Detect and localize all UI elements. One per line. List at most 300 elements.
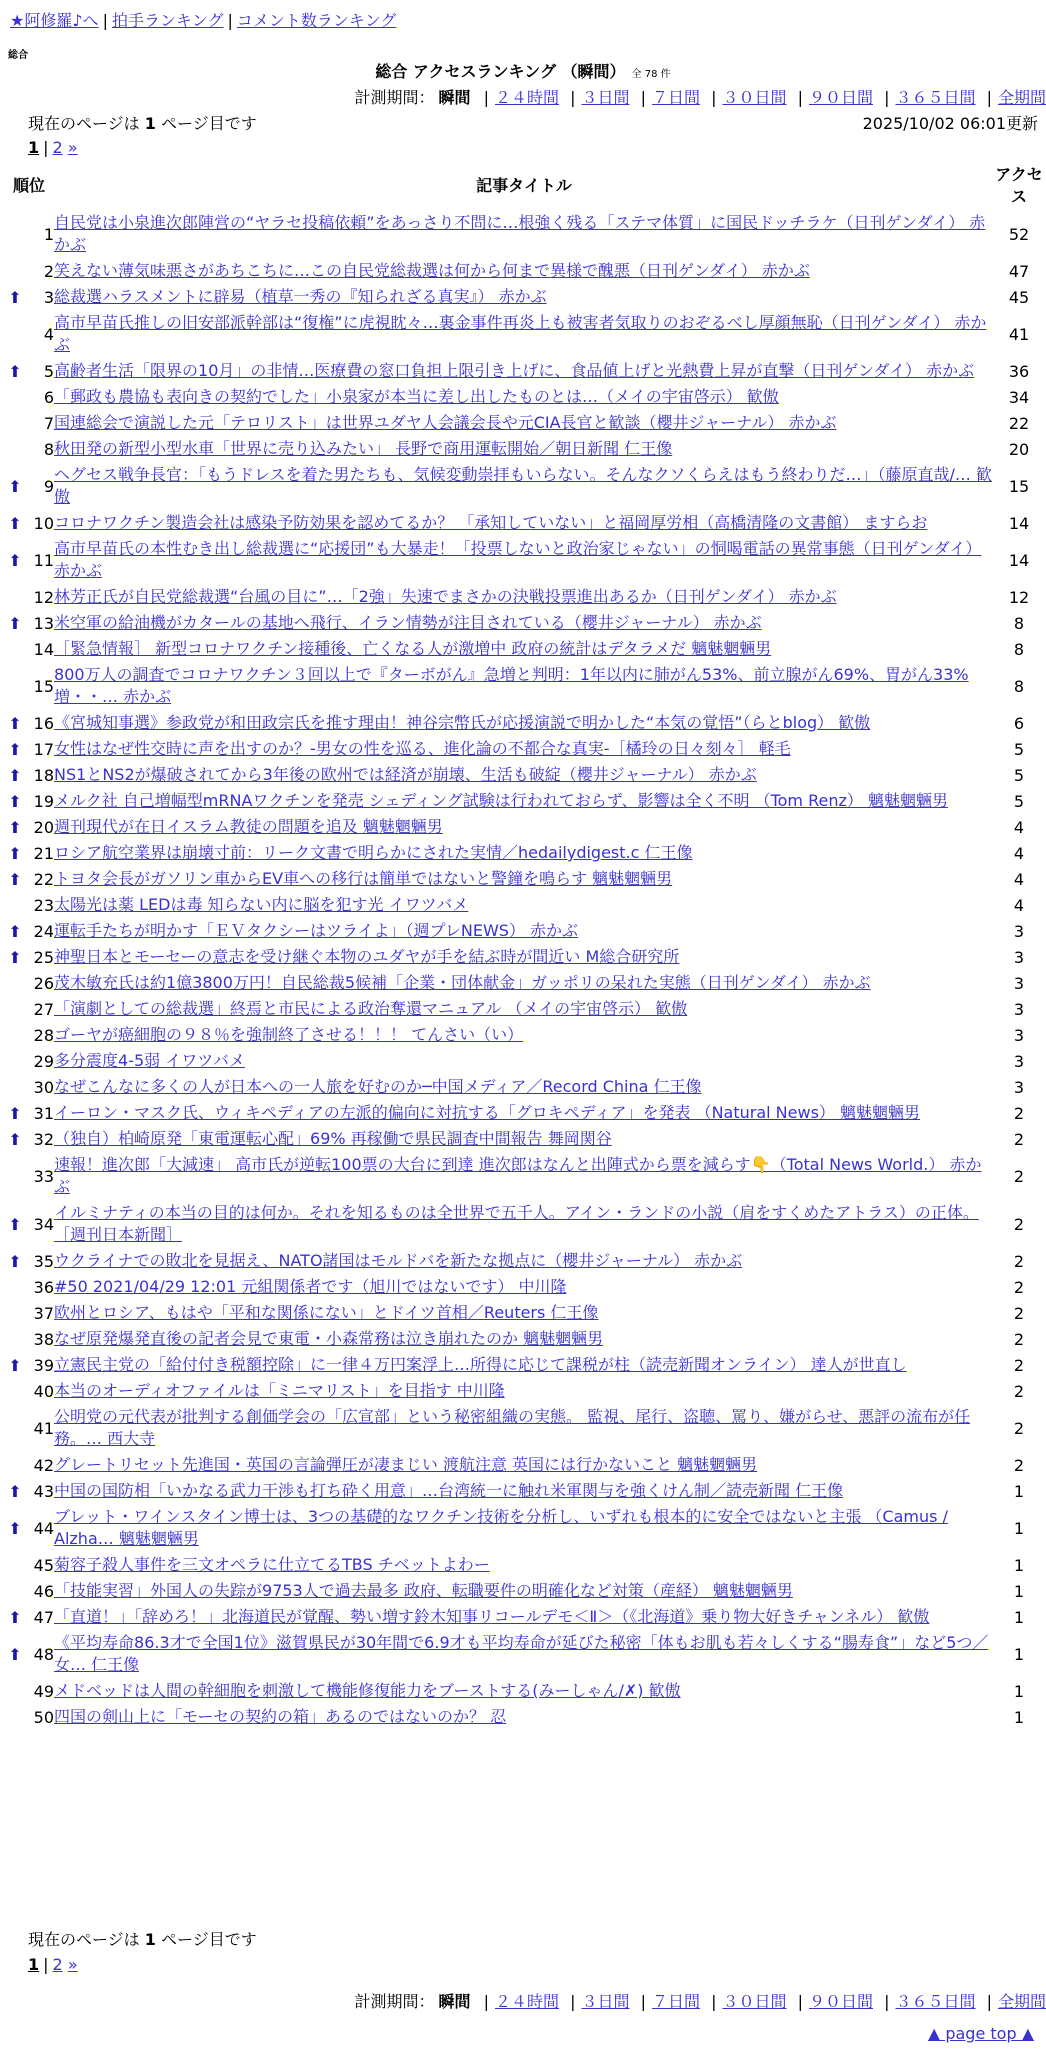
article-title-cell: [54, 1048, 994, 1074]
article-title-link[interactable]: 「演劇としての総裁選」終焉と市民による政治奪還マニュアル （メイの宇宙啓示） 歓傲: [54, 999, 688, 1018]
period-separator: |: [884, 1992, 890, 2011]
article-title-link[interactable]: 高市早苗氏推しの旧安部派幹部は“復権”に虎視眈々…裏金事件再炎上も被害者気取りのおぞるべし厚顔無恥（日刊ゲンダイ） 赤かぶ: [54, 313, 987, 354]
period-365d-link[interactable]: ３６５日間: [895, 1992, 976, 2011]
access-count: 3: [1013, 1025, 1025, 1045]
table-row: [4, 436, 1044, 462]
table-row: [4, 1274, 1044, 1300]
article-title-link[interactable]: メルク社 自己増幅型mRNAワクチンを発売 シェディング試験は行われておらず、影響は全く不明 （Tom Renz） 魑魅魍魎男: [54, 791, 948, 810]
page-info-suffix: ページ目です: [161, 114, 257, 133]
article-title-cell: [54, 1478, 994, 1504]
period-separator: |: [483, 1992, 489, 2011]
rank-number: 3: [43, 287, 55, 307]
period-separator: |: [986, 1992, 992, 2011]
page-top-link-wrap: [928, 2024, 1034, 2043]
access-count: 6: [1013, 713, 1025, 733]
table-row: [4, 1604, 1044, 1630]
table-row: [4, 310, 1044, 358]
table-row: [4, 762, 1044, 788]
rank-up-arrow-icon: ⬆: [8, 1214, 22, 1234]
access-count: 1: [1013, 1707, 1025, 1727]
article-title-link[interactable]: 多分震度4-5弱 イワツバメ: [54, 1051, 245, 1070]
table-row: [4, 788, 1044, 814]
access-count: 8: [1013, 639, 1025, 659]
access-count: 2: [1013, 1303, 1025, 1323]
article-title-link[interactable]: ロシア航空業界は崩壊寸前：リーク文書で明らかにされた実情／hedailydigest.c 仁王像: [54, 843, 693, 862]
page-top-link[interactable]: ▲ page top ▲: [927, 2024, 1034, 2043]
rank-up-arrow-icon: ⬆: [8, 947, 22, 967]
access-count: 14: [1008, 550, 1030, 570]
rank-arrow-cell: [4, 1022, 26, 1048]
period-separator: |: [640, 1992, 646, 2011]
table-row: [4, 1074, 1044, 1100]
article-title-link[interactable]: 笑えない薄気味悪さがあちこちに…この自民党総裁選は何から何まで異様で醜悪（日刊ゲンダイ） 赤かぶ: [54, 261, 810, 280]
article-title-link[interactable]: トヨタ会長がガソリン車からEV車への移行は簡単ではないと警鐘を鳴らす 魑魅魍魎男: [54, 869, 673, 888]
article-title-cell: [54, 1274, 994, 1300]
article-title-link[interactable]: グレートリセット先進国・英国の言論弾圧が凄まじい 渡航注意 英国には行かないこと 魑魅魍魎男: [54, 1455, 758, 1474]
article-title-cell: [54, 1022, 994, 1048]
period-current: 瞬間: [438, 88, 471, 107]
col-header-title: 記事タイトル: [476, 176, 572, 195]
article-title-link[interactable]: 林芳正氏が自民党総裁選“台風の目に”…「2強」失速でまさかの決戦投票進出あるか（日刊ゲンダイ） 赤かぶ: [54, 587, 837, 606]
period-separator: |: [711, 1992, 717, 2011]
article-title-cell: [54, 1552, 994, 1578]
rank-number: 8: [43, 439, 55, 459]
rank-up-arrow-icon: ⬆: [8, 1355, 22, 1375]
rank-number: 43: [33, 1481, 55, 1501]
article-title-link[interactable]: 「技能実習」外国人の失踪が9753人で過去最多 政府、転職要件の明確化など対策（産経） 魑魅魍魎男: [54, 1581, 793, 1600]
article-title-link[interactable]: 《宮城知事選》参政党が和田政宗氏を推す理由！神谷宗幣氏が応援演説で明かした“本気の覚悟”（らとblog） 歓傲: [54, 713, 871, 732]
rank-number: 37: [33, 1303, 55, 1323]
article-title-link[interactable]: 速報！進次郎「大減速」 高市氏が逆転100票の大台に到達 進次郎はなんと出陣式から票を減らす👇（Total News World.） 赤かぶ: [54, 1155, 982, 1196]
table-row: [4, 866, 1044, 892]
table-row: [4, 462, 1044, 510]
article-title-link[interactable]: 国連総会で演説した元「テロリスト」は世界ユダヤ人会議会長や元CIA長官と歓談（櫻井ジャーナル） 赤かぶ: [54, 413, 837, 432]
period-label: 計測期間：: [354, 88, 435, 107]
rank-arrow-cell: [4, 1704, 26, 1730]
pager-page-2[interactable]: 2: [52, 138, 63, 157]
page-info-bottom: [28, 1928, 257, 1952]
rank-up-arrow-icon: ⬆: [8, 1103, 22, 1123]
rank-arrow-cell: [4, 636, 26, 662]
page-info-number: 1: [144, 114, 156, 133]
pager-current: 1: [28, 138, 40, 157]
article-title-cell: [54, 584, 994, 610]
article-title-link[interactable]: 高市早苗氏の本性むき出し総裁選に“応援団”も大暴走！「投票しないと政治家じゃない」の恫喝電話の異常事態（日刊ゲンダイ） 赤かぶ: [54, 539, 982, 580]
table-row: [4, 1552, 1044, 1578]
rank-arrow-cell: [4, 384, 26, 410]
rank-number: 17: [33, 739, 55, 759]
article-title-cell: [54, 610, 994, 636]
article-title-link[interactable]: なぜ原発爆発直後の記者会見で東電・小森常務は泣き崩れたのか 魑魅魍魎男: [54, 1329, 604, 1348]
article-title-cell: [54, 970, 994, 996]
article-title-link[interactable]: 神聖日本とモーセーの意志を受け継ぐ本物のユダヤが手を結ぶ時が間近い M総合研究所: [54, 947, 680, 966]
access-count: 1: [1013, 1607, 1025, 1627]
article-title-cell: [54, 1378, 994, 1404]
rank-number: 12: [33, 587, 55, 607]
access-count: 2: [1013, 1129, 1025, 1149]
rank-up-arrow-icon: ⬆: [8, 550, 22, 570]
table-row: [4, 584, 1044, 610]
table-row: [4, 736, 1044, 762]
rank-number: 42: [33, 1455, 55, 1475]
table-row: [4, 210, 1044, 258]
rank-up-arrow-icon: ⬆: [8, 739, 22, 759]
rank-number: 29: [33, 1051, 55, 1071]
clap-ranking-link[interactable]: 拍手ランキング: [111, 11, 224, 30]
table-row: [4, 892, 1044, 918]
home-link[interactable]: ★阿修羅♪へ: [10, 11, 99, 30]
access-count: 8: [1013, 676, 1025, 696]
rank-up-arrow-icon: ⬆: [8, 869, 22, 889]
article-title-link[interactable]: イーロン・マスク氏、ウィキペディアの左派的偏向に対抗する「グロキペディア」を発表 （Natural News） 魑魅魍魎男: [54, 1103, 921, 1122]
comment-ranking-link[interactable]: コメント数ランキング: [236, 11, 397, 30]
table-row: [4, 1048, 1044, 1074]
period-separator: |: [640, 88, 646, 107]
rank-number: 18: [33, 765, 55, 785]
table-row: [4, 662, 1044, 710]
col-header-access: アクセス: [995, 165, 1043, 206]
period-7d-link[interactable]: ７日間: [651, 88, 700, 107]
table-row: [4, 636, 1044, 662]
access-count: 8: [1013, 613, 1025, 633]
table-row: [4, 410, 1044, 436]
article-title-cell: [54, 436, 994, 462]
access-count: 3: [1013, 921, 1025, 941]
article-title-cell: [54, 258, 994, 284]
access-count: 2: [1013, 1455, 1025, 1475]
period-current: 瞬間: [438, 1992, 471, 2011]
article-title-link[interactable]: なぜこんなに多くの人が日本への一人旅を好むのか─中国メディア／Record China 仁王像: [54, 1077, 702, 1096]
article-title-cell: [54, 1452, 994, 1478]
article-title-link[interactable]: 秋田発の新型小型水車「世界に売り込みたい」 長野で商用運転開始／朝日新聞 仁王像: [54, 439, 673, 458]
access-count: 5: [1013, 739, 1025, 759]
rank-number: 49: [33, 1681, 55, 1701]
article-title-link[interactable]: 四国の剣山上に「モーセの契約の箱」あるのではないのか？ 忍: [54, 1707, 507, 1726]
rank-number: 11: [33, 550, 55, 570]
table-header: [4, 162, 1044, 210]
article-title-link[interactable]: 高齢者生活「限界の10月」の非情…医療費の窓口負担上限引き上げに、食品値上げと光熱費上昇が直撃（日刊ゲンダイ） 赤かぶ: [54, 361, 975, 380]
article-title-cell: [54, 866, 994, 892]
article-title-cell: [54, 1200, 994, 1248]
rank-number: 36: [33, 1277, 55, 1297]
rank-arrow-cell: [4, 1152, 26, 1200]
rank-up-arrow-icon: ⬆: [8, 613, 22, 633]
period-all-link[interactable]: 全期間: [997, 1992, 1046, 2011]
pager-next[interactable]: »: [67, 1955, 78, 1974]
article-title-link[interactable]: ヘグセス戦争長官：「もうドレスを着た男たちも、気候変動崇拝もいらない。そんなクソくらえはもう終わりだ…」（藤原直哉/… 歓傲: [54, 465, 993, 506]
table-row: [4, 1630, 1044, 1678]
access-count: 2: [1013, 1381, 1025, 1401]
rank-number: 34: [33, 1214, 55, 1234]
rank-number: 44: [33, 1518, 55, 1538]
table-row: [4, 1478, 1044, 1504]
period-30d-link[interactable]: ３０日間: [722, 88, 787, 107]
period-30d-link[interactable]: ３０日間: [722, 1992, 787, 2011]
access-count: 22: [1008, 413, 1030, 433]
period-all-link[interactable]: 全期間: [997, 88, 1046, 107]
article-title-cell: [54, 1352, 994, 1378]
access-count: 2: [1013, 1166, 1025, 1186]
access-count: 1: [1013, 1555, 1025, 1575]
table-row: [4, 1200, 1044, 1248]
rank-number: 26: [33, 973, 55, 993]
rank-number: 14: [33, 639, 55, 659]
period-90d-link[interactable]: ９０日間: [808, 88, 873, 107]
period-3d-link[interactable]: ３日間: [581, 88, 630, 107]
access-count: 47: [1008, 261, 1030, 281]
table-row: [4, 258, 1044, 284]
article-title-link[interactable]: イルミナティの本当の目的は何か。それを知るものは全世界で五千人。アイン・ランドの小説（肩をすくめたアトラス）の正体。［週刊日本新聞］: [54, 1203, 979, 1244]
rank-number: 47: [33, 1607, 55, 1627]
access-count: 1: [1013, 1581, 1025, 1601]
article-title-cell: [54, 410, 994, 436]
access-count: 52: [1008, 224, 1030, 244]
article-title-link[interactable]: 「直道！」「辞めろ！」北海道民が覚醒、勢い増す鈴木知事リコールデモ＜Ⅱ＞（《北海道》乗り物大好きチャンネル） 歓傲: [54, 1607, 930, 1626]
rank-up-arrow-icon: ⬆: [8, 921, 22, 941]
rank-number: 22: [33, 869, 55, 889]
article-title-link[interactable]: 菊容子殺人事件を三文オペラに仕立てるTBS チベットよわー: [54, 1555, 490, 1574]
rank-arrow-cell: [4, 892, 26, 918]
access-count: 14: [1008, 513, 1030, 533]
table-row: [4, 1126, 1044, 1152]
article-title-link[interactable]: 女性はなぜ性交時に声を出すのか？-男女の性を巡る、進化論の不都合な真実-［橘玲の日々刻々］ 軽毛: [54, 739, 791, 758]
table-row: [4, 918, 1044, 944]
article-title-cell: [54, 814, 994, 840]
rank-number: 32: [33, 1129, 55, 1149]
article-title-link[interactable]: 立憲民主党の「給付付き税額控除」に一律４万円案浮上…所得に応じて課税が柱（読売新聞オンライン） 達人が世直し: [54, 1355, 907, 1374]
rank-up-arrow-icon: ⬆: [8, 1607, 22, 1627]
article-title-cell: [54, 918, 994, 944]
article-title-link[interactable]: 茂木敏充氏は約1億3800万円！自民総裁5候補「企業・団体献金」ガッポリの呆れた実態（日刊ゲンダイ） 赤かぶ: [54, 973, 871, 992]
article-title-cell: [54, 1404, 994, 1452]
rank-up-arrow-icon: ⬆: [8, 1129, 22, 1149]
access-count: 4: [1013, 895, 1025, 915]
article-title-link[interactable]: NS1とNS2が爆破されてから3年後の欧州では経済が崩壊、生活も破綻（櫻井ジャーナル） 赤かぶ: [54, 765, 757, 784]
rank-arrow-cell: [4, 1048, 26, 1074]
rank-number: 19: [33, 791, 55, 811]
article-title-link[interactable]: 太陽光は薬 LEDは毒 知らない内に脳を犯す光 イワツバメ: [54, 895, 469, 914]
table-row: [4, 1326, 1044, 1352]
article-title-link[interactable]: 欧州とロシア、もはや「平和な関係にない」とドイツ首相／Reuters 仁王像: [54, 1303, 599, 1322]
pager-next[interactable]: »: [67, 138, 78, 157]
article-title-cell: [54, 510, 994, 536]
rank-number: 1: [43, 224, 55, 244]
rank-number: 31: [33, 1103, 55, 1123]
rank-arrow-cell: [4, 258, 26, 284]
article-title-link[interactable]: 公明党の元代表が批判する創価学会の「広宣部」という秘密組織の実態。 監視、尾行、盗聴、罵り、嫌がらせ、悪評の流布が任務。… 西大寺: [54, 1407, 971, 1448]
table-row: [4, 1152, 1044, 1200]
table-row: [4, 510, 1044, 536]
article-title-link[interactable]: 本当のオーディオファイルは「ミニマリスト」を目指す 中川隆: [54, 1381, 505, 1400]
updated-timestamp: 2025/10/02 06:01更新: [862, 114, 1038, 133]
rank-arrow-cell: [4, 1452, 26, 1478]
rank-arrow-cell: [4, 410, 26, 436]
rank-arrow-cell: [4, 1678, 26, 1704]
access-count: 2: [1013, 1329, 1025, 1349]
article-title-link[interactable]: （独自）柏崎原発「東電運転心配」69% 再稼働で県民調査中間報告 舞岡関谷: [54, 1129, 612, 1148]
access-count: 1: [1013, 1518, 1025, 1538]
rank-up-arrow-icon: ⬆: [8, 361, 22, 381]
access-count: 1: [1013, 1644, 1025, 1664]
rank-up-arrow-icon: ⬆: [8, 1644, 22, 1664]
rank-up-arrow-icon: ⬆: [8, 1251, 22, 1271]
article-title-link[interactable]: コロナワクチン製造会社は感染予防効果を認めてるか？ 「承知していない」と福岡厚労相（高橋清隆の文書館） ますらお: [54, 513, 928, 532]
rank-number: 45: [33, 1555, 55, 1575]
article-title-cell: [54, 1074, 994, 1100]
pager-top: [28, 136, 78, 160]
article-title-cell: [54, 1100, 994, 1126]
article-title-cell: [54, 892, 994, 918]
rank-number: 5: [43, 361, 55, 381]
period-separator: |: [711, 88, 717, 107]
access-count: 34: [1008, 387, 1030, 407]
access-count: 41: [1008, 324, 1030, 344]
rank-number: 2: [43, 261, 55, 281]
rank-number: 46: [33, 1581, 55, 1601]
article-title-cell: [54, 1704, 994, 1730]
period-365d-link[interactable]: ３６５日間: [895, 88, 976, 107]
access-count: 45: [1008, 287, 1030, 307]
period-separator: |: [570, 1992, 576, 2011]
rank-number: 13: [33, 613, 55, 633]
total-count: 全 78 件: [631, 69, 671, 80]
rank-up-arrow-icon: ⬆: [8, 1481, 22, 1501]
period-24h-link[interactable]: ２４時間: [494, 88, 559, 107]
period-90d-link[interactable]: ９０日間: [808, 1992, 873, 2011]
rank-number: 16: [33, 713, 55, 733]
table-row: [4, 284, 1044, 310]
article-title-link[interactable]: ウクライナでの敗北を見据え、NATO諸国はモルドバを新たな拠点に（櫻井ジャーナル） 赤かぶ: [54, 1251, 743, 1270]
ranking-title: 総合 アクセスランキング （瞬間）: [375, 62, 626, 81]
access-count: 2: [1013, 1103, 1025, 1123]
access-count: 4: [1013, 843, 1025, 863]
rank-number: 38: [33, 1329, 55, 1349]
rank-number: 4: [43, 324, 55, 344]
table-row: [4, 1300, 1044, 1326]
period-label: 計測期間：: [354, 1992, 435, 2011]
article-title-cell: [54, 1678, 994, 1704]
table-row: [4, 1504, 1044, 1552]
page-title: [0, 60, 1046, 87]
article-title-cell: [54, 662, 994, 710]
access-count: 2: [1013, 1214, 1025, 1234]
period-7d-link[interactable]: ７日間: [651, 1992, 700, 2011]
article-title-cell: [54, 462, 994, 510]
access-count: 1: [1013, 1481, 1025, 1501]
pager-page-2[interactable]: 2: [52, 1955, 63, 1974]
article-title-link[interactable]: ブレット・ワインスタイン博士は、3つの基礎的なワクチン技術を分析し、いずれも根本的に安全ではないと主張 （Camus / Alzha… 魑魅魍魎男: [54, 1507, 948, 1548]
article-title-cell: [54, 1630, 994, 1678]
table-row: [4, 1678, 1044, 1704]
table-row: [4, 814, 1044, 840]
article-title-link[interactable]: ［緊急情報］ 新型コロナワクチン接種後、亡くなる人が激増中 政府の統計はデタラメだ 魑魅魍魎男: [54, 639, 772, 658]
article-title-cell: [54, 1126, 994, 1152]
table-row: [4, 1248, 1044, 1274]
article-title-cell: [54, 710, 994, 736]
rank-number: 33: [33, 1166, 55, 1186]
rank-up-arrow-icon: ⬆: [8, 513, 22, 533]
rank-number: 20: [33, 817, 55, 837]
article-title-link[interactable]: メドベッドは人間の幹細胞を刺激して機能修復能力をブーストする(みーしゃん/✗) 歓傲: [54, 1681, 681, 1700]
rank-up-arrow-icon: ⬆: [8, 843, 22, 863]
pager-separator: |: [43, 138, 49, 157]
rank-arrow-cell: [4, 1404, 26, 1452]
article-title-cell: [54, 840, 994, 866]
rank-arrow-cell: [4, 584, 26, 610]
period-24h-link[interactable]: ２４時間: [494, 1992, 559, 2011]
period-selector-top: [0, 86, 1046, 110]
rank-arrow-cell: [4, 1074, 26, 1100]
ranking-body: [4, 210, 1044, 1730]
article-title-cell: [54, 1504, 994, 1552]
rank-up-arrow-icon: ⬆: [8, 476, 22, 496]
period-separator: |: [986, 88, 992, 107]
article-title-cell: [54, 1152, 994, 1200]
rank-number: 6: [43, 387, 55, 407]
table-row: [4, 996, 1044, 1022]
article-title-cell: [54, 358, 994, 384]
access-count: 36: [1008, 361, 1030, 381]
article-title-link[interactable]: #50 2021/04/29 12:01 元組関係者です（旭川ではないです） 中川隆: [54, 1277, 567, 1296]
rank-number: 25: [33, 947, 55, 967]
article-title-link[interactable]: 中国の国防相「いかなる武力干渉も打ち砕く用意」…台湾統一に触れ米軍関与を強くけん制／読売新聞 仁王像: [54, 1481, 844, 1500]
rank-arrow-cell: [4, 996, 26, 1022]
rank-number: 24: [33, 921, 55, 941]
article-title-link[interactable]: 総裁選ハラスメントに辟易（植草一秀の『知られざる真実』） 赤かぶ: [54, 287, 547, 306]
nav-separator: |: [227, 11, 233, 30]
period-3d-link[interactable]: ３日間: [581, 1992, 630, 2011]
article-title-cell: [54, 996, 994, 1022]
access-count: 3: [1013, 999, 1025, 1019]
article-title-cell: [54, 944, 994, 970]
period-separator: |: [797, 88, 803, 107]
article-title-cell: [54, 788, 994, 814]
rank-arrow-cell: [4, 970, 26, 996]
page-info-number: 1: [144, 1930, 156, 1949]
top-nav: [10, 8, 396, 34]
pager-separator: |: [43, 1955, 49, 1974]
rank-arrow-cell: [4, 310, 26, 358]
article-title-link[interactable]: 800万人の調査でコロナワクチン３回以上で『ターボがん』急増と判明：1年以内に肺がん53%、前立腺がん69%、胃がん33%増・・… 赤かぶ: [54, 665, 969, 706]
article-title-link[interactable]: 自民党は小泉進次郎陣営の“ヤラセ投稿依頼”をあっさり不問に…根強く残る「ステマ体質」に国民ドッチラケ（日刊ゲンダイ） 赤かぶ: [54, 213, 986, 254]
rank-up-arrow-icon: ⬆: [8, 817, 22, 837]
article-title-link[interactable]: 《平均寿命86.3才で全国1位》滋賀県民が30年間で6.9才も平均寿命が延びた秘密「体もお肌も若々しくする“腸寿食”」など5つ／女… 仁王像: [54, 1633, 989, 1674]
article-title-link[interactable]: 週刊現代が在日イスラム教徒の問題を追及 魑魅魍魎男: [54, 817, 443, 836]
article-title-cell: [54, 1300, 994, 1326]
article-title-link[interactable]: 「郵政も農協も表向きの契約でした」小泉家が本当に差し出したものとは…（メイの宇宙啓示） 歓傲: [54, 387, 779, 406]
rank-arrow-cell: [4, 1552, 26, 1578]
period-separator: |: [884, 88, 890, 107]
table-row: [4, 1378, 1044, 1404]
access-count: 12: [1008, 587, 1030, 607]
article-title-link[interactable]: 運転手たちが明かす「ＥＶタクシーはツライよ」（週プレNEWS） 赤かぶ: [54, 921, 579, 940]
article-title-cell: [54, 762, 994, 788]
rank-number: 35: [33, 1251, 55, 1271]
rank-arrow-cell: [4, 1274, 26, 1300]
rank-up-arrow-icon: ⬆: [8, 713, 22, 733]
rank-arrow-cell: [4, 210, 26, 258]
rank-number: 39: [33, 1355, 55, 1375]
article-title-link[interactable]: 米空軍の給油機がカタールの基地へ飛行、イラン情勢が注目されている（櫻井ジャーナル） 赤かぶ: [54, 613, 762, 632]
article-title-cell: [54, 1578, 994, 1604]
page-info-prefix: 現在のページは: [28, 1930, 140, 1949]
rank-arrow-cell: [4, 1578, 26, 1604]
table-row: [4, 358, 1044, 384]
access-count: 5: [1013, 765, 1025, 785]
pager-bottom: [28, 1953, 78, 1977]
article-title-link[interactable]: ゴーヤが癌細胞の９８％を強制終了させる！！！ てんさい（い）: [54, 1025, 524, 1044]
rank-number: 23: [33, 895, 55, 915]
